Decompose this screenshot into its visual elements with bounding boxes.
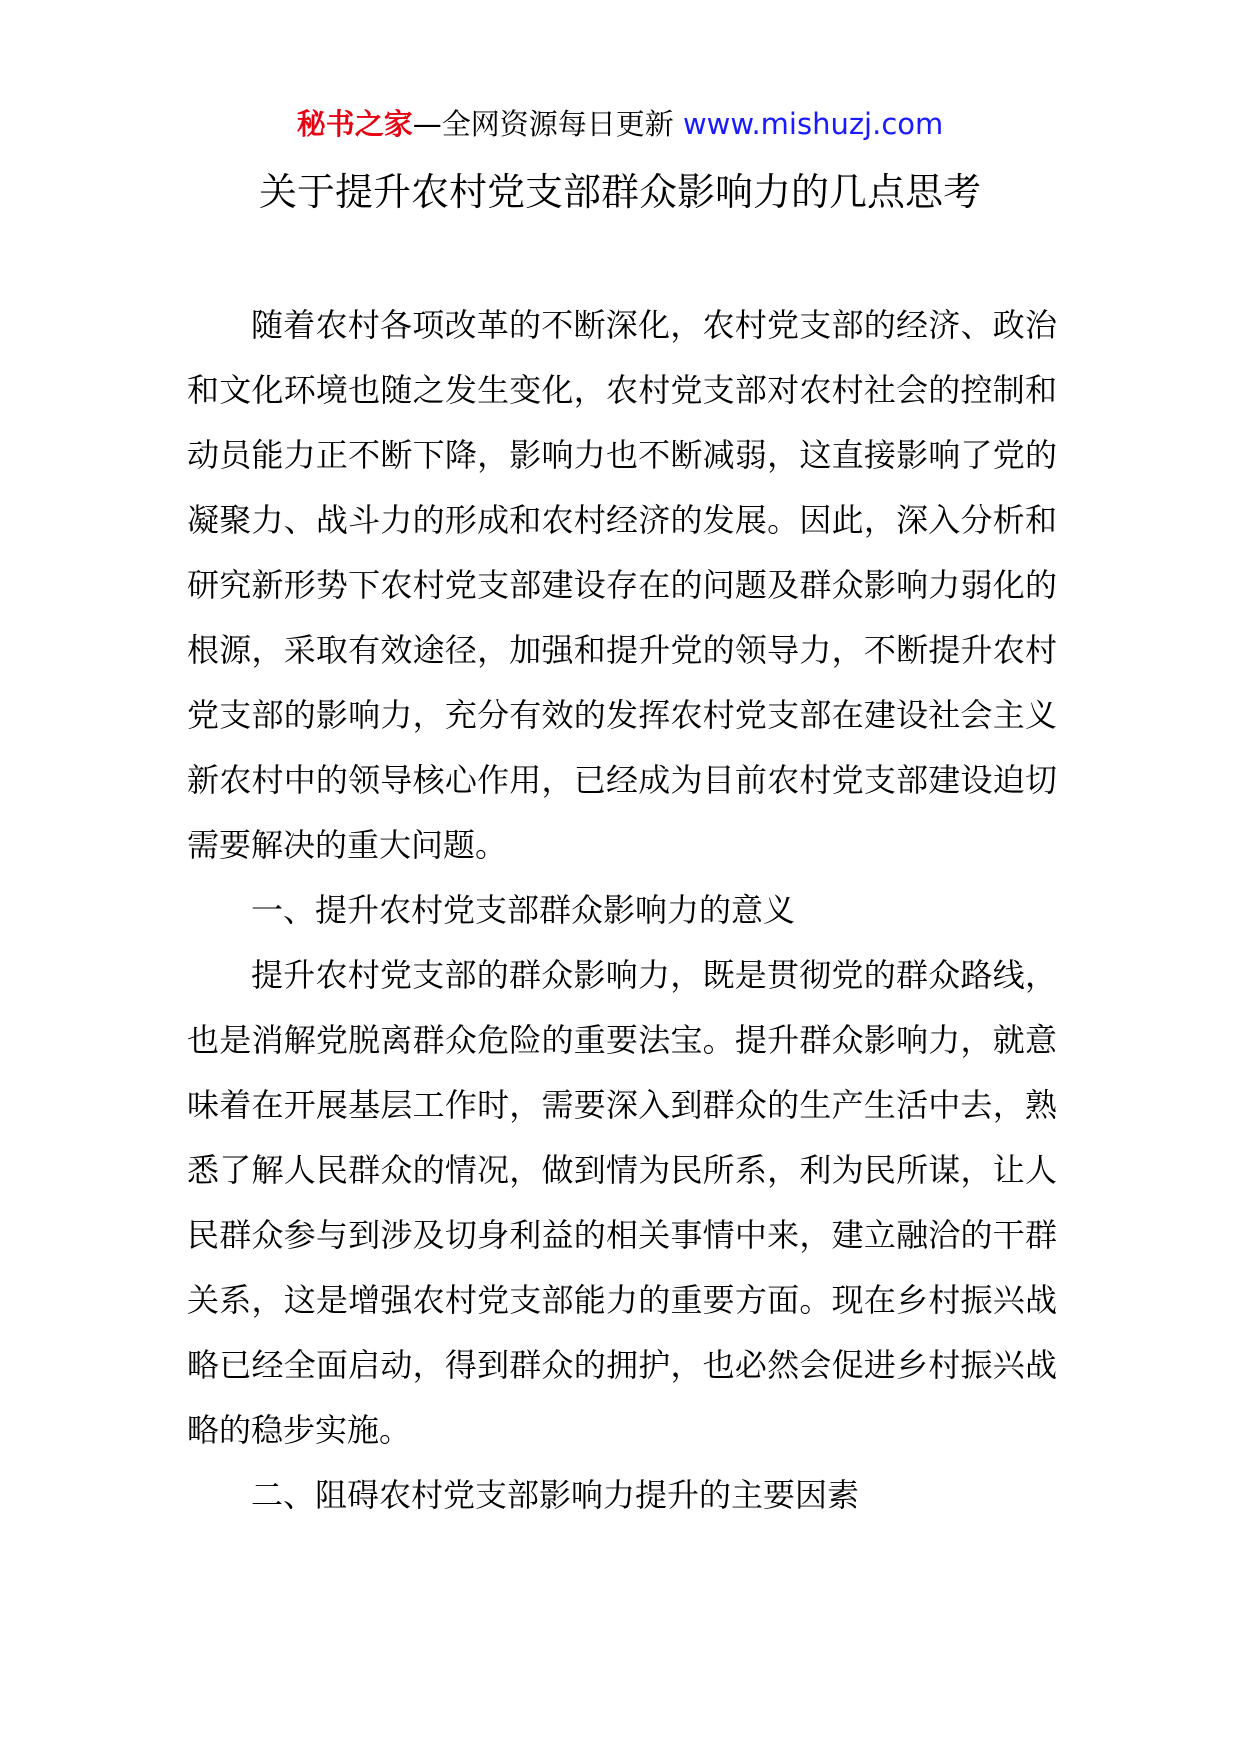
section-heading-2: 二、阻碍农村党支部影响力提升的主要因素 xyxy=(251,1476,860,1514)
section-heading-1: 一、提升农村党支部群众影响力的意义 xyxy=(251,891,796,929)
site-brand: 秘书之家 xyxy=(296,107,413,141)
site-header xyxy=(0,100,1240,148)
body-paragraph-intro: 随着农村各项改革的不断深化，农村党支部的经济、政治和文化环境也随之发生变化，农村党支部对农村社会的控制和动员能力正不断下降，影响力也不断减弱，这直接影响了党的凝聚力、战斗力的形成和农村经济的发展。因此，深入分析和研究新形势下农村党支部建设存在的问题及群众影响力弱化的根源，采取有效途径，加强和提升党的领导力，不断提升农村党支部的影响力，充分有效的发挥农村党支部在建设社会主义新农村中的领导核心作用，已经成为目前农村党支部建设迫切需要解决的重大问题。 xyxy=(187,306,1057,864)
site-url-link[interactable]: www.mishuzj.com xyxy=(682,107,944,141)
body-paragraph-significance: 提升农村党支部的群众影响力，既是贯彻党的群众路线，也是消解党脱离群众危险的重要法宝。提升群众影响力，就意味着在开展基层工作时，需要深入到群众的生产生活中去，熟悉了解人民群众的情况，做到情为民所系，利为民所谋，让人民群众参与到涉及切身利益的相关事情中来，建立融洽的干群关系，这是增强农村党支部能力的重要方面。现在乡村振兴战略已经全面启动，得到群众的拥护，也必然会促进乡村振兴战略的稳步实施。 xyxy=(187,956,1057,1449)
document-body xyxy=(187,293,1057,1528)
site-tagline: —全网资源每日更新 xyxy=(412,107,683,141)
document-title: 关于提升农村党支部群众影响力的几点思考 xyxy=(258,170,981,214)
